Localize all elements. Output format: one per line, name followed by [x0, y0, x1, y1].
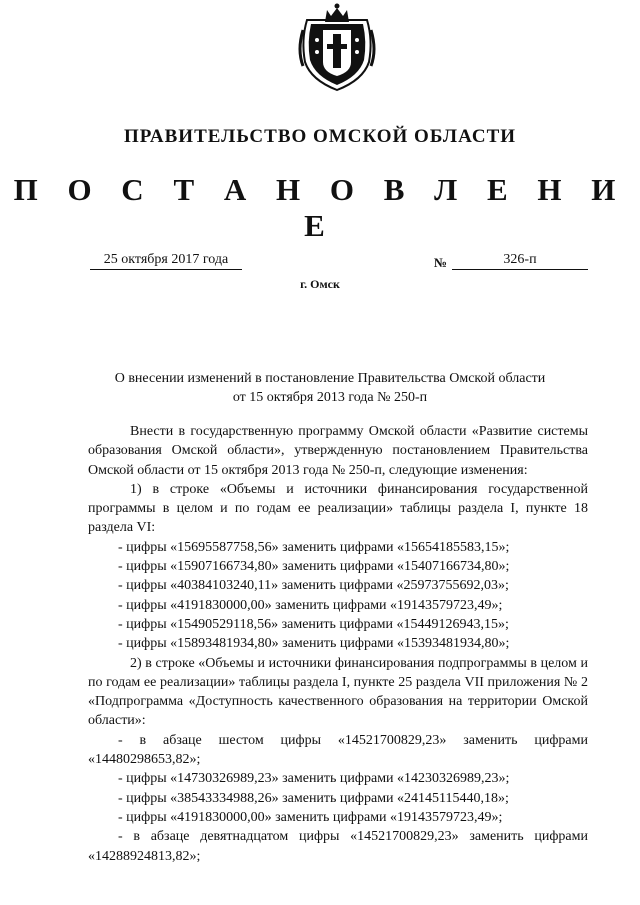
list-item: - цифры «4191830000,00» заменить цифрами «19143579723,49»; [118, 597, 503, 613]
list-item: - цифры «15695587758,56» заменить цифрами «15654185583,15»; [118, 539, 510, 555]
document-city: г. Омск [300, 277, 340, 291]
list-item: - цифры «15490529118,56» заменить цифрами «15449126943,15»; [118, 616, 509, 632]
subject-line: О внесении изменений в постановление Правительства Омской области [114, 371, 546, 386]
coat-of-arms-icon [297, 0, 377, 92]
document-date: 25 октября 2017 года [90, 250, 242, 270]
paragraph: 2) в строке «Объемы и источники финансирования подпрограммы в целом и по годам ее реализации» таблицы раздела I, пункте 25 раздела VII приложения № 2 «Подпрограмма «Доступность качественного образования на территории Омской области»: [88, 655, 588, 729]
document-body [88, 422, 588, 866]
paragraph: 1) в строке «Объемы и источники финансирования государственной программы в целом и по годам ее реализации» таблицы раздела I, пункте 18 раздела VI: [88, 481, 588, 536]
number-sign: № [434, 255, 448, 270]
list-item: - цифры «40384103240,11» заменить цифрами «25973755692,03»; [118, 578, 509, 594]
list-item: - цифры «15893481934,80» заменить цифрами «15393481934,80»; [118, 636, 510, 652]
government-title: ПРАВИТЕЛЬСТВО ОМСКОЙ ОБЛАСТИ [123, 126, 517, 147]
document-number: 326-п [452, 250, 588, 270]
document-subject [60, 369, 600, 407]
list-item: - цифры «38543334988,26» заменить цифрами «24145115440,18»; [118, 790, 509, 806]
subject-line: от 15 октября 2013 года № 250-п [232, 390, 428, 405]
list-item: - в абзаце шестом цифры «14521700829,23» заменить цифрами «14480298653,82»; [88, 732, 588, 768]
list-item: - цифры «14730326989,23» заменить цифрами «14230326989,23»; [118, 771, 510, 787]
document-type: П О С Т А Н О В Л Е Н И Е [13, 172, 627, 243]
list-item: - в абзаце девятнадцатом цифры «14521700829,23» заменить цифрами «14288924813,82»; [88, 829, 588, 864]
paragraph: Внести в государственную программу Омской области «Развитие системы образования Омской области», утвержденную постановлением Правительства Омской области от 15 октября 2013 года № 250-п, следующие изменения: [88, 424, 588, 478]
list-item: - цифры «4191830000,00» заменить цифрами «19143579723,49»; [118, 809, 503, 825]
list-item: - цифры «15907166734,80» заменить цифрами «15407166734,80»; [118, 559, 510, 575]
